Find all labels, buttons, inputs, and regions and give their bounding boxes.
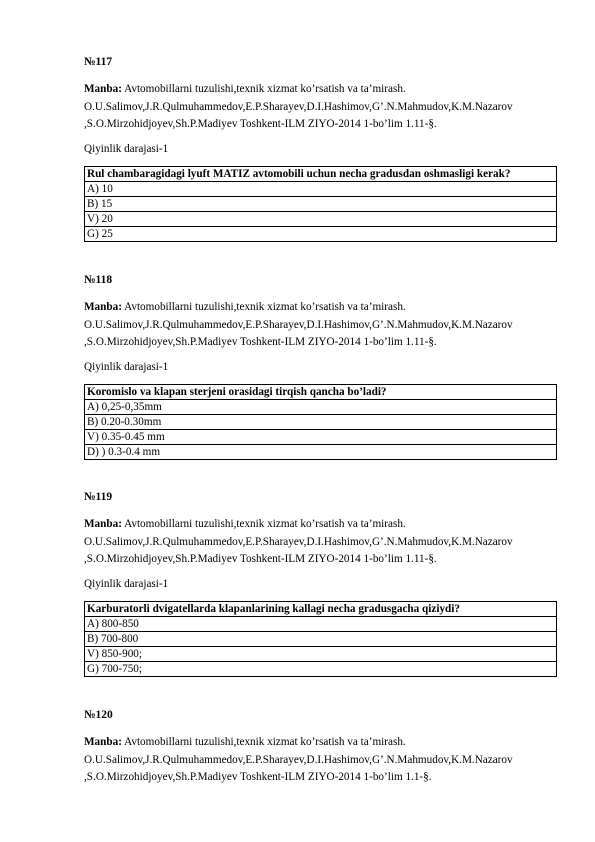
difficulty-level: Qiyinlik darajasi-1 xyxy=(84,142,169,155)
answer-option: D) ) 0.3-0.4 mm xyxy=(85,444,557,459)
question-block-120 xyxy=(84,708,558,787)
source-line: ,S.O.Mirzohidjoyev,Sh.P.Madiyev Toshkent-ILM ZIYO-2014 1-bo’lim 1.11-§. xyxy=(84,118,437,130)
source-label: Manba: xyxy=(84,736,122,748)
source-line: O.U.Salimov,J.R.Qulmuhammedov,E.P.Sharayev,D.I.Hashimov,G’.N.Mahmudov,K.M.Nazarov xyxy=(84,318,513,331)
answer-option: A) 0,25-0,35mm xyxy=(85,399,557,414)
table-row xyxy=(85,384,557,399)
table-row xyxy=(85,661,557,676)
source-line: O.U.Salimov,J.R.Qulmuhammedov,E.P.Sharayev,D.I.Hashimov,G’.N.Mahmudov,K.M.Nazarov xyxy=(84,753,513,766)
source-label: Manba: xyxy=(84,83,122,95)
source-reference xyxy=(84,299,558,352)
question-block-118 xyxy=(84,273,558,460)
table-row xyxy=(85,601,557,616)
table-row xyxy=(85,211,557,226)
source-line: O.U.Salimov,J.R.Qulmuhammedov,E.P.Sharayev,D.I.Hashimov,G’.N.Mahmudov,K.M.Nazarov xyxy=(84,100,513,113)
source-reference xyxy=(84,81,558,134)
question-number: №118 xyxy=(84,274,113,286)
source-line: ,S.O.Mirzohidjoyev,Sh.P.Madiyev Toshkent-ILM ZIYO-2014 1-bo’lim 1.11-§. xyxy=(84,336,437,348)
table-row xyxy=(85,429,557,444)
table-row xyxy=(85,646,557,661)
source-line: ,S.O.Mirzohidjoyev,Sh.P.Madiyev Toshkent-ILM ZIYO-2014 1-bo’lim 1.1-§. xyxy=(84,771,432,783)
question-number: №120 xyxy=(84,709,113,721)
answer-option: V) 0.35-0.45 mm xyxy=(85,429,557,444)
table-row xyxy=(85,166,557,181)
source-line: Avtomobillarni tuzulishi,texnik xizmat ko’rsatish va ta’mirash. xyxy=(124,736,406,748)
difficulty-level: Qiyinlik darajasi-1 xyxy=(84,577,169,590)
table-row xyxy=(85,399,557,414)
answer-option: V) 20 xyxy=(85,211,557,226)
question-table xyxy=(84,166,557,242)
source-line: O.U.Salimov,J.R.Qulmuhammedov,E.P.Sharayev,D.I.Hashimov,G’.N.Mahmudov,K.M.Nazarov xyxy=(84,535,513,548)
answer-option: B) 0.20-0.30mm xyxy=(85,414,557,429)
question-text: Rul chambaragidagi lyuft MATIZ avtomobili uchun necha gradusdan oshmasligi kerak? xyxy=(85,166,557,181)
difficulty-level: Qiyinlik darajasi-1 xyxy=(84,360,169,373)
answer-option: G) 700-750; xyxy=(85,661,557,676)
answer-option: A) 10 xyxy=(85,181,557,196)
table-row xyxy=(85,196,557,211)
source-line: Avtomobillarni tuzulishi,texnik xizmat ko’rsatish va ta’mirash. xyxy=(124,83,406,95)
source-reference xyxy=(84,734,558,787)
table-row xyxy=(85,414,557,429)
answer-option: B) 700-800 xyxy=(85,631,557,646)
table-row xyxy=(85,181,557,196)
question-block-117 xyxy=(84,55,558,242)
source-line: Avtomobillarni tuzulishi,texnik xizmat ko’rsatish va ta’mirash. xyxy=(124,301,406,313)
table-row xyxy=(85,226,557,241)
answer-option: V) 850-900; xyxy=(85,646,557,661)
question-number: №117 xyxy=(84,56,113,68)
answer-option: A) 800-850 xyxy=(85,616,557,631)
source-line: Avtomobillarni tuzulishi,texnik xizmat ko’rsatish va ta’mirash. xyxy=(124,518,406,530)
question-table xyxy=(84,601,557,677)
answer-option: G) 25 xyxy=(85,226,557,241)
question-number: №119 xyxy=(84,491,113,503)
question-text: Koromislo va klapan sterjeni orasidagi tirqish qancha bo’ladi? xyxy=(85,384,557,399)
question-text: Karburatorli dvigatellarda klapanlarining kallagi necha gradusgacha qiziydi? xyxy=(85,601,557,616)
source-line: ,S.O.Mirzohidjoyev,Sh.P.Madiyev Toshkent-ILM ZIYO-2014 1-bo’lim 1.11-§. xyxy=(84,553,437,565)
question-table xyxy=(84,384,557,460)
table-row xyxy=(85,631,557,646)
source-label: Manba: xyxy=(84,518,122,530)
source-label: Manba: xyxy=(84,301,122,313)
table-row xyxy=(85,616,557,631)
question-block-119 xyxy=(84,490,558,677)
source-reference xyxy=(84,516,558,569)
answer-option: B) 15 xyxy=(85,196,557,211)
table-row xyxy=(85,444,557,459)
